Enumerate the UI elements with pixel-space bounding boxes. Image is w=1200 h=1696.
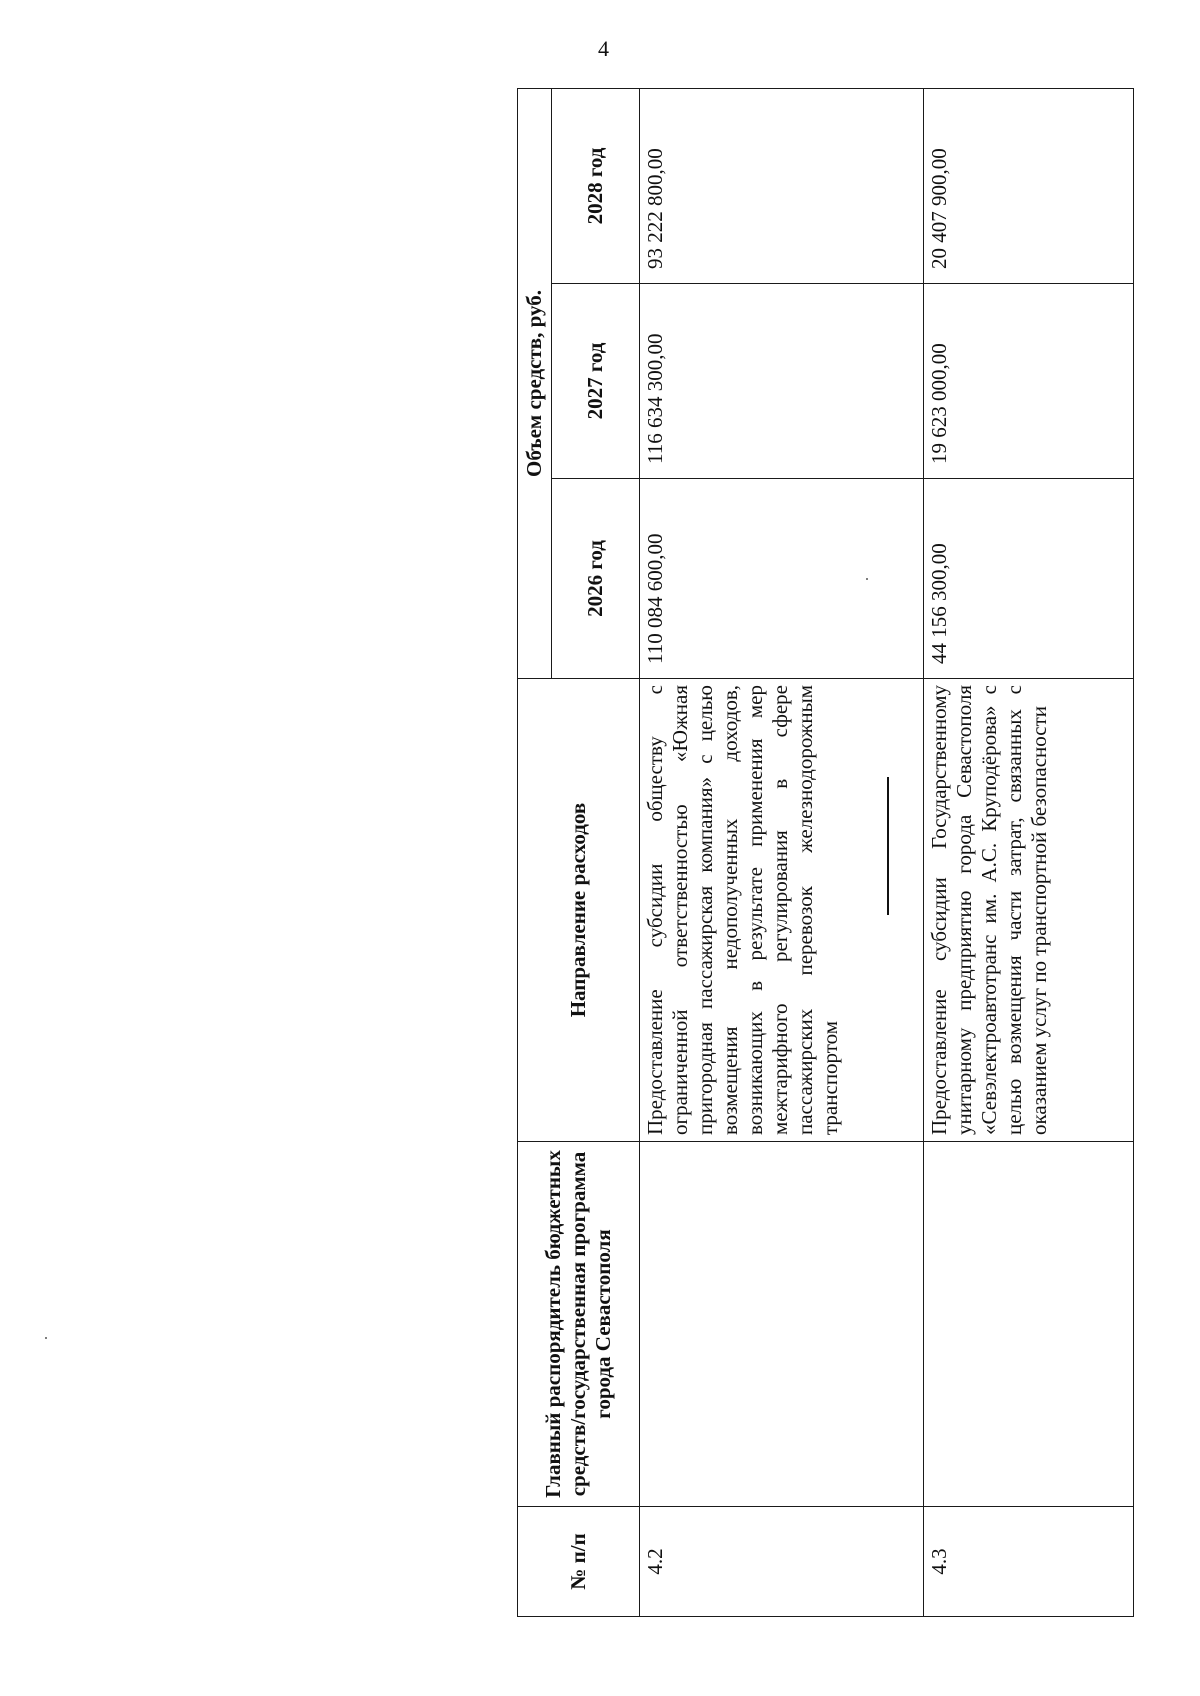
table-row <box>640 88 924 1616</box>
header-year-2026: 2026 год <box>552 479 640 679</box>
row-num: 4.2 <box>640 1507 924 1617</box>
row-value-2028: 93 222 800,00 <box>640 88 924 283</box>
header-year-2027: 2027 год <box>552 284 640 479</box>
row-direction: Предоставление субсидии обществу с ограниченной ответственностью «Южная пригородная пассажирская компания» с целью возмещения недополученных доходов, возникающих в результате применения мер межтарифного регулирования в сфере пассажирских перевозок железнодорожным транспортом <box>640 679 924 1142</box>
page-number: 4 <box>598 36 609 61</box>
row-value-2027: 19 623 000,00 <box>923 284 1133 479</box>
scan-speck <box>45 1337 47 1339</box>
row-value-2027: 116 634 300,00 <box>640 284 924 479</box>
header-year-2028: 2028 год <box>552 88 640 283</box>
row-manager <box>923 1142 1133 1507</box>
header-volume: Объем средств, руб. <box>518 88 552 678</box>
rotated-table-wrapper <box>517 89 1134 1617</box>
row-value-2026: 44 156 300,00 <box>923 479 1133 679</box>
row-num: 4.3 <box>923 1507 1133 1617</box>
expenses-table <box>517 88 1134 1617</box>
row-manager <box>640 1142 924 1507</box>
row-value-2028: 20 407 900,00 <box>923 88 1133 283</box>
table-row <box>923 88 1133 1616</box>
header-num: № п/п <box>518 1507 640 1617</box>
scan-speck <box>866 578 868 580</box>
header-manager: Главный распорядитель бюджетных средств/государственная программа города Севастополя <box>518 1142 640 1507</box>
row-direction: Предоставление субсидии Государственному унитарному предприятию города Севастополя «Севэлектроавтотранс им. А.С. Круподёрова» с целью возмещения части затрат, связанных с оказанием услуг по транспортной безопасности <box>923 679 1133 1142</box>
row-value-2026: 110 084 600,00 <box>640 479 924 679</box>
header-direction: Направление расходов <box>518 679 640 1142</box>
separator-line <box>887 777 889 915</box>
